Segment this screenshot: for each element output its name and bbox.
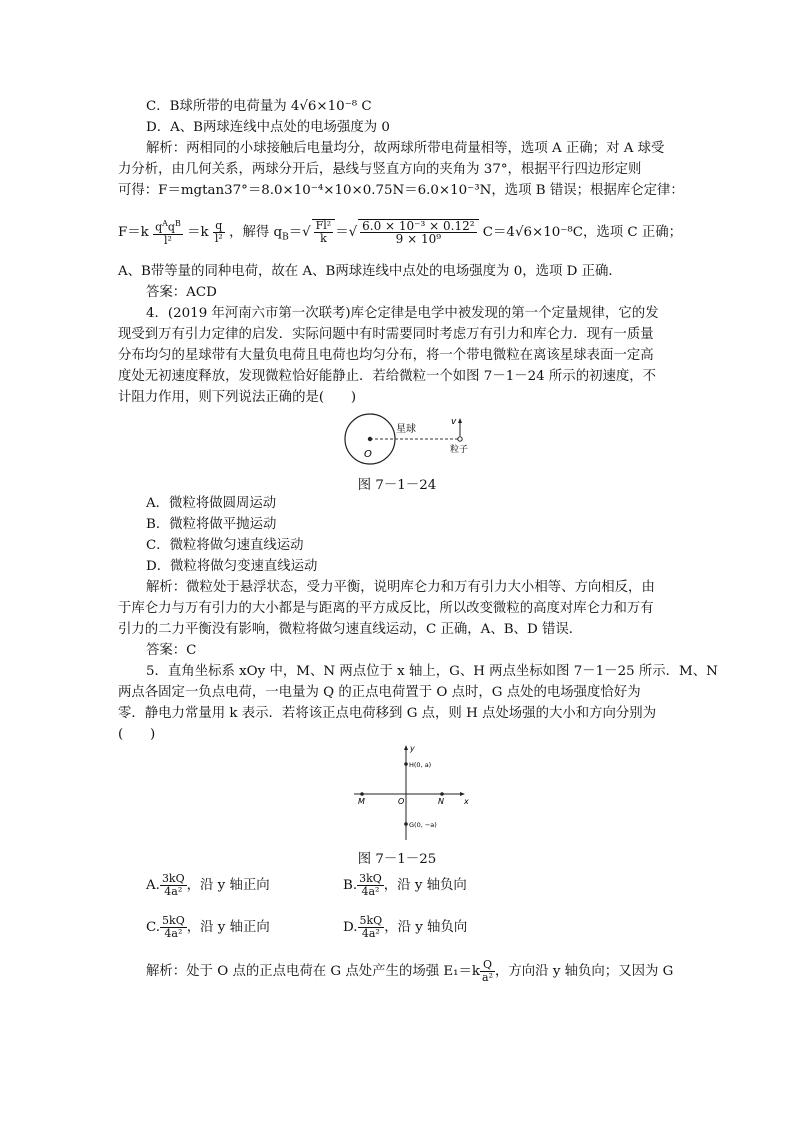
fraction-num: 3kQ bbox=[359, 872, 382, 885]
point-h-label: H(0, a) bbox=[409, 761, 432, 769]
answer-line: 答案：C bbox=[146, 643, 197, 658]
y-axis-arrow bbox=[404, 745, 408, 750]
point-m bbox=[360, 792, 364, 796]
analysis-line: 于库仑力与万有引力的大小都是与距离的平方成反比，所以改变微粒的高度对库仑力和万有 bbox=[118, 601, 654, 616]
analysis5-text-a: 解析：处于 O 点的正点电荷在 G 点处产生的场强 E₁＝k bbox=[146, 964, 481, 979]
option-fraction bbox=[358, 915, 385, 940]
velocity-label: v bbox=[451, 417, 457, 427]
option-direction: ，沿 y 轴负向 bbox=[383, 878, 467, 893]
question4-line: 度处无初速度释放，发现微粒恰好能静止．若给微粒一个如图 7－1－24 所示的初速度，不 bbox=[118, 369, 657, 384]
velocity-arrowhead bbox=[458, 418, 462, 423]
analysis-line: A、B带等量的同种电荷，故在 A、B两球连线中点处的电场强度为 0，选项 D 正确． bbox=[118, 264, 622, 279]
point-g bbox=[404, 822, 408, 826]
formula-radicand bbox=[360, 220, 476, 245]
analysis5-line bbox=[146, 958, 673, 986]
option-direction: ，沿 y 轴正向 bbox=[186, 920, 270, 935]
analysis-line: 可得：F＝mgtan37°＝8.0×10⁻⁴×10×0.75N＝6.0×10⁻³N，选项 B 错误；根据库仑定律： bbox=[118, 183, 684, 198]
option-line: C．微粒将做匀速直线运动 bbox=[146, 538, 304, 553]
option-fraction bbox=[160, 873, 187, 898]
x-axis-arrow bbox=[460, 792, 465, 796]
point-h bbox=[404, 762, 408, 766]
fraction-num: 5kQ bbox=[162, 914, 185, 927]
analysis-line: 力分析，由几何关系，两球分开后，悬线与竖直方向的夹角为 37°，根据平行四边形定则 bbox=[118, 162, 642, 177]
formula-fraction-q-l2: $\frac{q}{\text{l²}}$ bbox=[214, 218, 223, 245]
option-prefix: D. bbox=[343, 920, 358, 935]
formula-fraction-qaqb: $\frac{q^Aq^B}{\text{l²}}$ bbox=[155, 219, 181, 247]
formula-eq-2: ＝ bbox=[335, 224, 349, 240]
figure-caption: 图 7－1－24 bbox=[357, 478, 437, 493]
analysis5-fraction bbox=[480, 959, 495, 984]
x-axis-label: x bbox=[464, 797, 469, 806]
question4-line: 现受到万有引力定律的启发．实际问题中有时需要同时考虑万有引力和库仑力．现有一质量 bbox=[118, 327, 654, 342]
point-n bbox=[440, 792, 444, 796]
origin-label: O bbox=[398, 797, 405, 806]
option-d-line: D．A、B两球连线中点处的电场强度为 0 bbox=[146, 120, 390, 135]
fraction-den: 4a² bbox=[164, 885, 183, 898]
option-fraction bbox=[160, 915, 187, 940]
formula-right: C＝4√6×10⁻⁸C，选项 C 正确； bbox=[482, 224, 683, 240]
point-n-label: N bbox=[438, 797, 444, 806]
question4-line: 4．(2019 年河南六市第一次联考)库仑定律是电学中被发现的第一个定量规律，它的发 bbox=[146, 306, 659, 321]
analysis-line: 解析：两相同的小球接触后电量均分，故两球所带电荷量相等，选项 A 正确；对 A 球受 bbox=[146, 141, 665, 156]
question4-line: 分布均匀的星球带有大量负电荷且电荷也均匀分布，将一个带电微粒在离该星球表面一定高 bbox=[118, 348, 654, 363]
fraction-num: Q bbox=[480, 959, 495, 972]
formula-sub-b: B bbox=[282, 232, 289, 243]
particle-label: 粒子 bbox=[450, 445, 469, 455]
question5-line: 零．静电力常量用 k 表示．若将该正点电荷移到 G 点，则 H 点处场强的大小和方向分别为 bbox=[118, 706, 657, 721]
question5-line: 5．直角坐标系 xOy 中，M、N 两点位于 x 轴上，G、H 两点坐标如图 7－1－25 所示．M、N bbox=[146, 664, 718, 679]
question5-line: ( ) bbox=[118, 727, 156, 742]
fraction-den: 4a² bbox=[361, 927, 380, 940]
figure-7-1-24 bbox=[340, 408, 490, 466]
option-direction: ，沿 y 轴负向 bbox=[384, 920, 468, 935]
option-prefix: C. bbox=[146, 920, 161, 935]
formula-radicand-num: 6.0 × 10⁻³ × 0.12² bbox=[362, 218, 475, 233]
formula-left: F＝k bbox=[118, 224, 149, 240]
formula-eq: ＝ bbox=[288, 224, 303, 240]
option-b bbox=[343, 872, 467, 900]
option-c-line: C．B球所带的电荷量为 4√6×10⁻⁸ C bbox=[146, 99, 372, 114]
option-a bbox=[146, 872, 270, 900]
option-line: D．微粒将做匀变速直线运动 bbox=[146, 559, 318, 574]
option-c bbox=[146, 914, 270, 942]
analysis-line: 解析：微粒处于悬浮状态，受力平衡，说明库仑力和万有引力大小相等、方向相反，由 bbox=[146, 580, 655, 595]
figure-7-1-25 bbox=[350, 742, 475, 842]
fraction-num: 5kQ bbox=[359, 914, 383, 927]
fraction-num: 3kQ bbox=[161, 872, 185, 885]
answer-line: 答案：ACD bbox=[146, 285, 217, 300]
fraction-den: 4a² bbox=[361, 885, 380, 898]
planet-label: 星球 bbox=[396, 424, 416, 435]
fraction-den: a² bbox=[482, 971, 493, 984]
question5-line: 两点各固定一负点电荷，一电量为 Q 的正点电荷置于 O 点时，G 点处的电场强度恰好为 bbox=[118, 685, 641, 700]
option-direction: ，沿 y 轴正向 bbox=[186, 878, 270, 893]
formula-mid: ，解得 q bbox=[229, 224, 283, 240]
option-prefix: A. bbox=[146, 878, 160, 893]
point-g-label: G(0, −a) bbox=[409, 821, 437, 829]
option-d bbox=[343, 914, 467, 942]
analysis5-text-b: ，方向沿 y 轴负向；又因为 G bbox=[495, 964, 674, 979]
option-prefix: B. bbox=[343, 878, 358, 893]
option-line: B．微粒将做平抛运动 bbox=[146, 517, 277, 532]
fraction-den: 4a² bbox=[164, 927, 183, 940]
coulomb-formula-line: F＝k $\frac{q^Aq^B}{\text{l²}}$ ＝k $\frac{q}{\text{l²}}$ ，解得 $q_B=√$ $\frac{\text{Fl²}}{k}$ ＝√ $\frac{\text{6.0 × 10⁻³ × 0.12²}}{\text{9 × 10⁹}}$ C＝4√6×10⁻⁸C，选项 C 正确； bbox=[118, 218, 683, 247]
figure-caption: 图 7－1－25 bbox=[357, 852, 437, 867]
option-line: A．微粒将做圆周运动 bbox=[146, 496, 277, 511]
option-fraction bbox=[357, 873, 384, 898]
y-axis-label: y bbox=[410, 744, 415, 753]
formula-radicand-den: 9 × 10⁹ bbox=[395, 231, 442, 246]
center-label-o: O bbox=[364, 449, 372, 460]
analysis-line: 引力的二力平衡没有影响，微粒将做匀速直线运动，C 正确，A、B、D 错误． bbox=[118, 622, 583, 637]
formula-fraction-fl2-k: $\frac{\text{Fl²}}{k}$ bbox=[315, 218, 332, 245]
point-m-label: M bbox=[358, 797, 365, 806]
question4-line: 计阻力作用，则下列说法正确的是( ) bbox=[118, 390, 357, 405]
